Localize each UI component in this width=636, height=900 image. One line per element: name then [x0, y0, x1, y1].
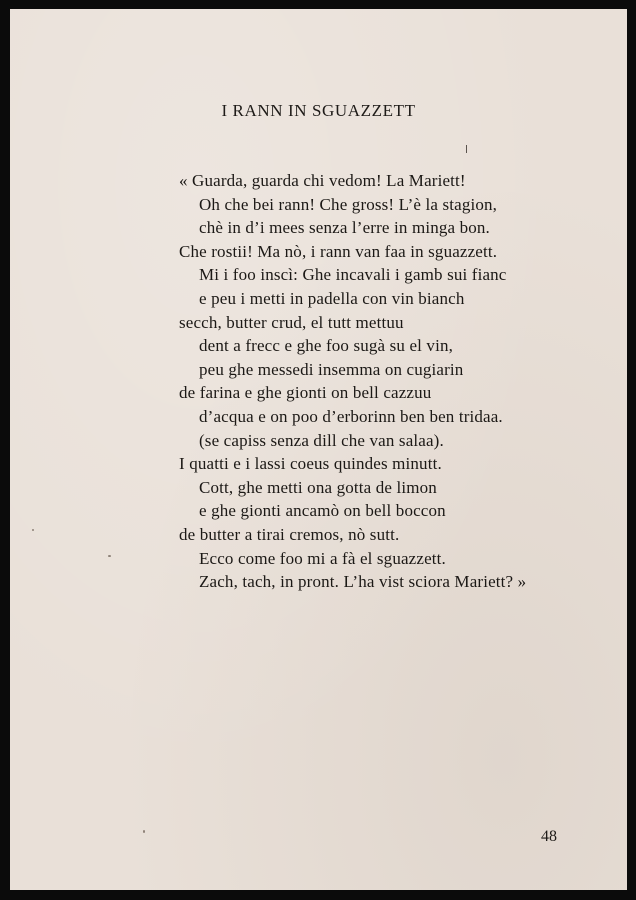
poem-line: Oh che bei rann! Che gross! L’è la stagion, [199, 194, 498, 214]
ink-mark [466, 145, 467, 153]
poem-line: Che rostii! Ma nò, i rann van faa in sguazzett. [179, 241, 498, 261]
poem-body [179, 169, 526, 594]
poem-line: I quatti e i lassi coeus quindes minutt. [179, 454, 442, 474]
poem-line: secch, butter crud, el tutt mettuu [179, 312, 404, 332]
book-page [10, 9, 627, 890]
poem-line: Mi i foo inscì: Ghe incavali i gamb sui fianc [199, 265, 507, 285]
poem-line: peu ghe messedi insemma on cugiarin [199, 359, 464, 379]
page-number: 48 [541, 828, 557, 845]
poem-line: Cott, ghe metti ona gotta de limon [199, 477, 437, 497]
poem-line: e peu i metti in padella con vin bianch [199, 288, 465, 308]
poem-line: chè in d’i mees senza l’erre in minga bon. [199, 218, 490, 238]
poem-line: e ghe gionti ancamò on bell boccon [199, 501, 446, 521]
poem-line: Zach, tach, in pront. L’ha vist sciora Mariett? » [199, 572, 527, 592]
poem-line: (se capiss senza dill che van salaa). [199, 430, 444, 450]
paper-speck [108, 555, 111, 557]
poem-line: de butter a tirai cremos, nò sutt. [179, 524, 400, 544]
paper-speck [32, 529, 34, 531]
poem-line: dent a frecc e ghe foo sugà su el vin, [199, 336, 453, 356]
poem-line: d’acqua e on poo d’erborinn ben ben tridaa. [199, 406, 503, 426]
paper-speck [143, 830, 145, 833]
poem-line: « Guarda, guarda chi vedom! La Mariett! [179, 171, 466, 190]
poem-title: I RANN IN SGUAZZETT [221, 101, 416, 120]
poem-line: de farina e ghe gionti on bell cazzuu [179, 383, 432, 403]
poem-line: Ecco come foo mi a fà el sguazzett. [199, 548, 446, 568]
